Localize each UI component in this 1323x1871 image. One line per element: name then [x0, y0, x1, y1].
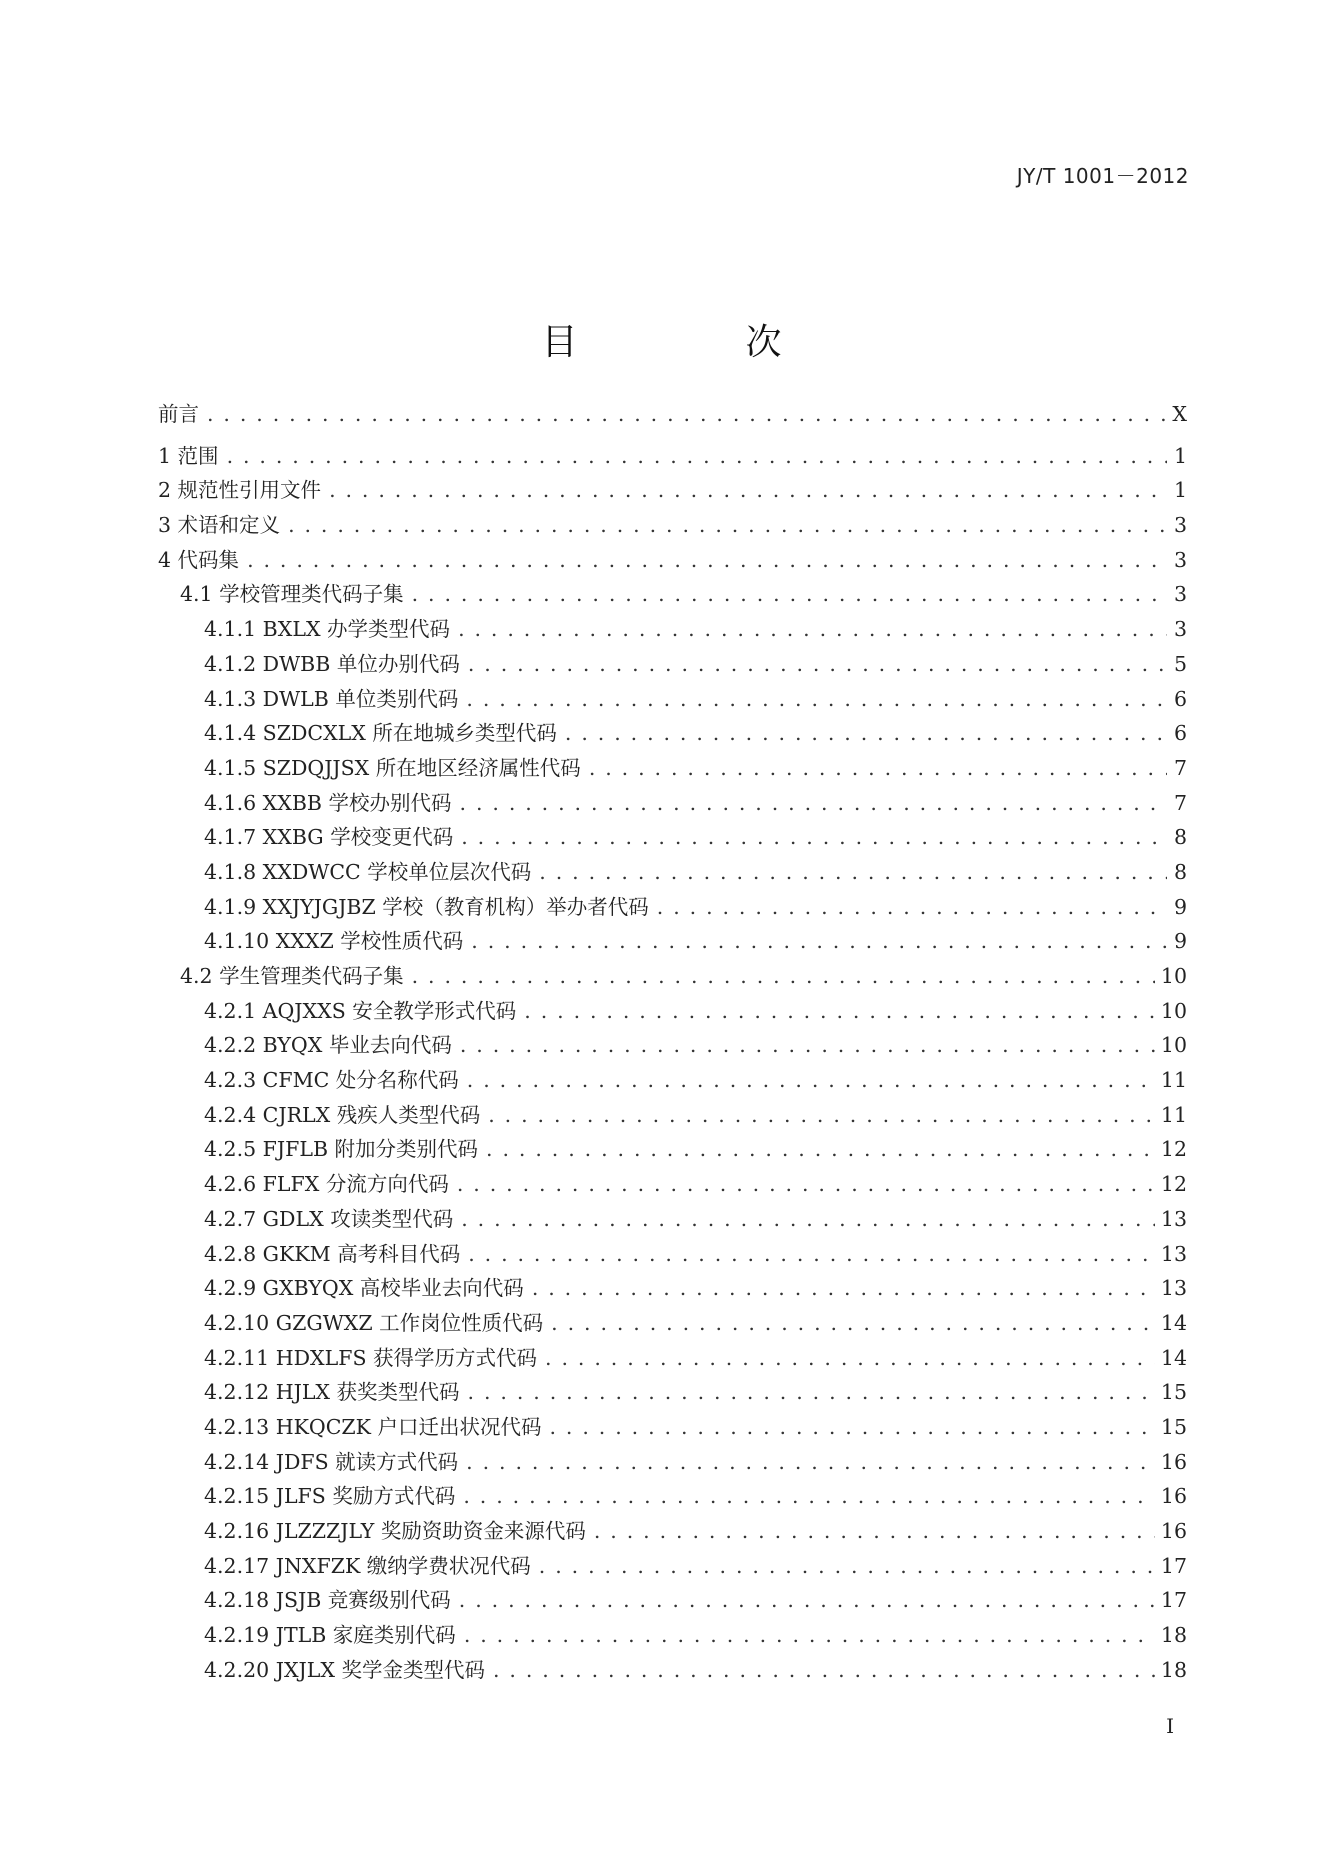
toc-entry[interactable]	[158, 1375, 1187, 1410]
toc-entry[interactable]	[158, 577, 1187, 612]
toc-dot-leader	[463, 1479, 1155, 1514]
toc-entry-label: 4.2.15 JLFS 奖励方式代码	[204, 1484, 456, 1509]
toc-entry[interactable]	[158, 1271, 1187, 1306]
page-number: I	[1166, 1714, 1174, 1738]
toc-dot-leader	[532, 1271, 1155, 1306]
toc-entry-label: 4.1.3 DWLB 单位类别代码	[204, 686, 459, 711]
toc-entry[interactable]	[158, 890, 1187, 925]
toc-entry-label: 4.2.18 JSJB 竞赛级别代码	[204, 1588, 451, 1613]
toc-entry-label: 4.2.8 GKKM 高考科目代码	[204, 1241, 461, 1266]
toc-entry-label: 4.2.13 HKQCZK 户口迁出状况代码	[204, 1414, 542, 1439]
toc-entry-label: 4 代码集	[158, 547, 240, 572]
toc-entry-label: 4.2.3 CFMC 处分名称代码	[204, 1068, 459, 1093]
toc-entry-label: 前言	[158, 402, 199, 426]
toc-entry-page: 16	[1160, 1519, 1187, 1543]
toc-entry-page: 18	[1160, 1657, 1187, 1682]
toc-entry[interactable]	[158, 1341, 1187, 1376]
toc-entry-page: 5	[1173, 651, 1187, 676]
toc-dot-leader	[594, 1514, 1155, 1549]
toc-entry-page: 17	[1160, 1553, 1187, 1578]
toc-entry-page: 3	[1173, 582, 1187, 607]
toc-entry-label: 4.2.7 GDLX 攻读类型代码	[204, 1206, 454, 1231]
toc-entry-page: 10	[1160, 998, 1187, 1023]
toc-dot-leader	[207, 397, 1166, 432]
toc-entry[interactable]	[158, 1132, 1187, 1167]
toc-dot-leader	[458, 612, 1167, 647]
toc-entry[interactable]	[158, 543, 1187, 578]
toc-entry[interactable]	[158, 397, 1187, 432]
toc-dot-leader	[461, 1202, 1155, 1237]
toc-entry-label: 2 规范性引用文件	[158, 478, 322, 503]
toc-entry[interactable]	[158, 1063, 1187, 1098]
toc-dot-leader	[589, 751, 1167, 786]
toc-dot-leader	[545, 1341, 1155, 1376]
toc-entry-page: 15	[1160, 1414, 1187, 1439]
toc-entry-page: 8	[1173, 859, 1187, 884]
toc-entry-label: 4.1.9 XXJYJGJBZ 学校（教育机构）举办者代码	[204, 894, 649, 919]
toc-dot-leader	[539, 855, 1167, 890]
toc-entry[interactable]	[158, 786, 1187, 821]
toc-entry-label: 4.2.10 GZGWXZ 工作岗位性质代码	[204, 1310, 544, 1335]
toc-entry-label: 4.2.14 JDFS 就读方式代码	[204, 1449, 459, 1474]
toc-entry[interactable]	[158, 439, 1187, 474]
toc-dot-leader	[551, 1306, 1155, 1341]
toc-entry-label: 4.2.19 JTLB 家庭类别代码	[204, 1623, 456, 1648]
toc-entry[interactable]	[158, 1098, 1187, 1133]
toc-entry[interactable]	[158, 994, 1187, 1029]
toc-dot-leader	[493, 1653, 1155, 1688]
toc-dot-leader	[412, 577, 1167, 612]
toc-entry-page: X	[1172, 402, 1187, 426]
standard-code: JY/T 1001－2012	[1016, 164, 1189, 188]
toc-entry-page: 3	[1173, 617, 1187, 642]
toc-entry-page: 17	[1160, 1588, 1187, 1613]
toc-entry-label: 4.1.10 XXXZ 学校性质代码	[204, 929, 464, 954]
toc-dot-leader	[464, 1618, 1155, 1653]
toc-entry-label: 4.2.11 HDXLFS 获得学历方式代码	[204, 1345, 538, 1370]
toc-entry-label: 4.2.6 FLFX 分流方向代码	[204, 1172, 449, 1197]
toc-entry-page: 13	[1160, 1276, 1187, 1301]
toc-dot-leader	[460, 786, 1167, 821]
toc-dot-leader	[486, 1132, 1155, 1167]
toc-dot-leader	[247, 543, 1167, 578]
toc-entry-page: 11	[1160, 1102, 1187, 1127]
toc-dot-leader	[459, 1583, 1155, 1618]
toc-dot-leader	[466, 682, 1167, 717]
toc-dot-leader	[539, 1549, 1155, 1584]
toc-entry-label: 4.2.16 JLZZZJLY 奖励资助资金来源代码	[204, 1519, 586, 1543]
toc-entry-page: 14	[1160, 1310, 1187, 1335]
toc-entry[interactable]	[158, 1237, 1187, 1272]
toc-entry[interactable]	[158, 647, 1187, 682]
toc-entry-page: 9	[1173, 894, 1187, 919]
toc-entry-label: 4.1.7 XXBG 学校变更代码	[204, 825, 454, 850]
toc-entry[interactable]	[158, 1410, 1187, 1445]
toc-entry[interactable]	[158, 473, 1187, 508]
toc-entry-page: 6	[1173, 721, 1187, 746]
toc-entry[interactable]	[158, 1445, 1187, 1480]
toc-entry-label: 4.2.20 JXJLX 奖学金类型代码	[204, 1657, 485, 1682]
toc-entry-page: 13	[1160, 1241, 1187, 1266]
toc-entry[interactable]	[158, 1514, 1187, 1549]
toc-entry-label: 4.2.4 CJRLX 残疾人类型代码	[204, 1102, 481, 1127]
toc-entry-page: 6	[1173, 686, 1187, 711]
toc-entry-page: 1	[1173, 443, 1187, 468]
toc-entry-label: 4.1 学校管理类代码子集	[180, 582, 404, 607]
toc-dot-leader	[467, 1063, 1155, 1098]
toc-entry[interactable]	[158, 924, 1187, 959]
toc-entry-label: 4.1.4 SZDCXLX 所在地城乡类型代码	[204, 721, 557, 746]
toc-entry[interactable]	[158, 855, 1187, 890]
toc-entry-page: 10	[1160, 964, 1187, 988]
toc-dot-leader	[461, 820, 1167, 855]
toc-entry[interactable]	[158, 508, 1187, 543]
toc-entry-label: 4.2 学生管理类代码子集	[180, 964, 404, 988]
toc-entry-label: 4.2.17 JNXFZK 缴纳学费状况代码	[204, 1553, 531, 1578]
toc-entry-page: 8	[1173, 825, 1187, 850]
toc-entry-page: 18	[1160, 1623, 1187, 1648]
toc-entry-label: 4.2.9 GXBYQX 高校毕业去向代码	[204, 1276, 524, 1301]
toc-dot-leader	[460, 1028, 1155, 1063]
toc-entry[interactable]	[158, 1653, 1187, 1688]
toc-entry-page: 15	[1160, 1380, 1187, 1405]
toc-dot-leader	[524, 994, 1155, 1029]
toc-dot-leader	[657, 890, 1167, 925]
toc-entry-page: 13	[1160, 1206, 1187, 1231]
toc-entry-page: 3	[1173, 547, 1187, 572]
toc-dot-leader	[466, 1445, 1155, 1480]
toc-entry-page: 7	[1173, 755, 1187, 780]
toc-entry[interactable]	[158, 1479, 1187, 1514]
toc-entry[interactable]	[158, 820, 1187, 855]
toc-entry-label: 4.1.1 BXLX 办学类型代码	[204, 617, 451, 642]
toc-entry-page: 10	[1160, 1033, 1187, 1058]
toc-entry-label: 4.1.2 DWBB 单位办别代码	[204, 651, 460, 676]
toc-entry-label: 3 术语和定义	[158, 513, 281, 538]
toc-dot-leader	[227, 439, 1167, 474]
toc-dot-leader	[549, 1410, 1154, 1445]
toc-entry-page: 12	[1160, 1172, 1187, 1197]
toc-dot-leader	[565, 716, 1167, 751]
toc-entry-label: 4.2.5 FJFLB 附加分类别代码	[204, 1137, 479, 1162]
toc-entry-page: 7	[1173, 790, 1187, 815]
toc-entry-label: 4.2.1 AQJXXS 安全教学形式代码	[204, 998, 517, 1023]
toc-entry[interactable]	[158, 959, 1187, 994]
toc-entry-page: 12	[1160, 1137, 1187, 1162]
toc-entry-label: 4.1.8 XXDWCC 学校单位层次代码	[204, 859, 532, 884]
table-of-contents	[158, 397, 1187, 1687]
toc-dot-leader	[488, 1098, 1155, 1133]
toc-dot-leader	[471, 924, 1167, 959]
toc-entry-label: 1 范围	[158, 443, 219, 468]
toc-entry-label: 4.1.6 XXBB 学校办别代码	[204, 790, 452, 815]
toc-dot-leader	[468, 1375, 1155, 1410]
toc-dot-leader	[457, 1167, 1155, 1202]
toc-entry[interactable]	[158, 1167, 1187, 1202]
toc-entry[interactable]	[158, 682, 1187, 717]
toc-entry-page: 16	[1160, 1449, 1187, 1474]
toc-entry-page: 16	[1160, 1484, 1187, 1509]
toc-entry-label: 4.2.2 BYQX 毕业去向代码	[204, 1033, 452, 1058]
toc-entry[interactable]	[158, 1306, 1187, 1341]
toc-entry-label: 4.1.5 SZDQJJSX 所在地区经济属性代码	[204, 755, 581, 780]
toc-dot-leader	[288, 508, 1167, 543]
toc-entry-page: 9	[1173, 929, 1187, 954]
toc-dot-leader	[412, 959, 1155, 994]
toc-entry[interactable]	[158, 751, 1187, 786]
toc-entry[interactable]	[158, 716, 1187, 751]
toc-entry[interactable]	[158, 1028, 1187, 1063]
toc-dot-leader	[468, 647, 1167, 682]
toc-entry[interactable]	[158, 612, 1187, 647]
toc-dot-leader	[468, 1237, 1155, 1272]
toc-entry-page: 3	[1173, 513, 1187, 538]
toc-entry[interactable]	[158, 1583, 1187, 1618]
toc-entry-page: 11	[1160, 1068, 1187, 1093]
toc-entry-page: 1	[1173, 478, 1187, 503]
page-title: 目 次	[541, 322, 848, 364]
toc-entry-label: 4.2.12 HJLX 获奖类型代码	[204, 1380, 460, 1405]
toc-entry[interactable]	[158, 1618, 1187, 1653]
toc-dot-leader	[329, 473, 1167, 508]
toc-entry-page: 14	[1160, 1345, 1187, 1370]
toc-entry[interactable]	[158, 1202, 1187, 1237]
toc-entry[interactable]	[158, 1549, 1187, 1584]
